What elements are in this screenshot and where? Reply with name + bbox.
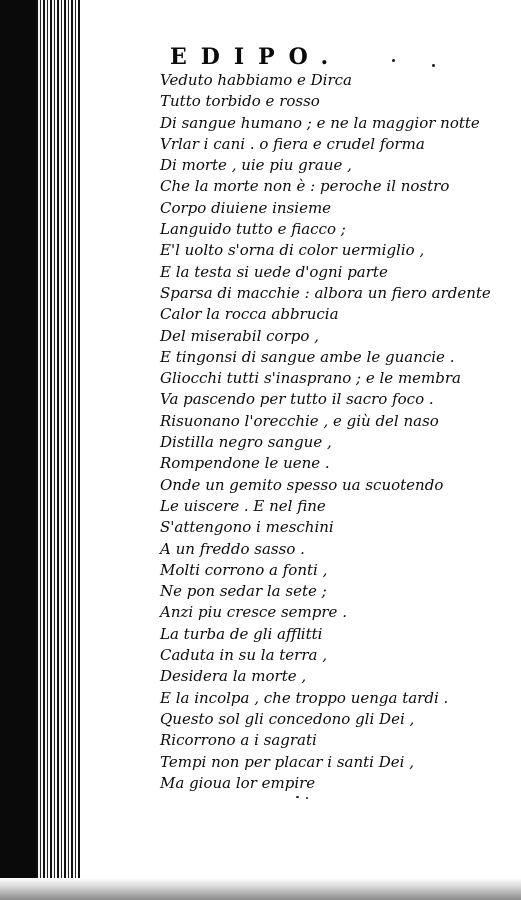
verse-line: Le uiscere . E nel fine xyxy=(160,496,326,515)
verse-line: La turba de gli afflitti xyxy=(160,624,323,643)
book-binding xyxy=(0,0,36,900)
verse-line: E la incolpa , che troppo uenga tardi . xyxy=(160,688,449,707)
page-bottom-shadow xyxy=(0,878,521,900)
verse-line: Desidera la morte , xyxy=(160,667,307,686)
verse-line: Ne pon sedar la sete ; xyxy=(160,582,327,601)
ink-speck xyxy=(306,797,308,799)
verse-line: E'l uolto s'orna di color uermiglio , xyxy=(160,241,425,260)
verse-line: Tutto torbido e rosso xyxy=(160,92,320,111)
verse-line: Molti corrono a fonti , xyxy=(160,560,328,579)
ink-speck xyxy=(296,796,299,798)
verse-line: Del miserabil corpo , xyxy=(160,326,319,345)
verse-line: Tempi non per placar i santi Dei , xyxy=(160,752,414,771)
ink-speck xyxy=(392,59,395,62)
verse-line: S'attengono i meschini xyxy=(160,518,334,537)
verse-line: Onde un gemito spesso ua scuotendo xyxy=(160,475,444,494)
page-edges xyxy=(36,0,80,900)
verse-line: Corpo diuiene insieme xyxy=(160,198,332,217)
verse-line: E tingonsi di sangue ambe le guancie . xyxy=(160,347,455,366)
verse-line: Questo sol gli concedono gli Dei , xyxy=(160,709,415,728)
verse-text xyxy=(160,70,500,794)
running-head: EDIPO. xyxy=(170,44,343,70)
verse-line: Vrlar i cani . o fiera e crudel forma xyxy=(160,134,425,153)
verse-line: Distilla negro sangue , xyxy=(160,433,332,452)
verse-line: Veduto habbiamo e Dirca xyxy=(160,71,352,89)
verse-line: Anzi piu cresce sempre . xyxy=(160,603,347,622)
verse-line: Caduta in su la terra , xyxy=(160,646,328,665)
verse-line: Ma gioua lor empire xyxy=(160,773,316,792)
ink-speck xyxy=(432,64,435,67)
verse-line: Di morte , uie piu graue , xyxy=(160,156,352,175)
verse-line: Va pascendo per tutto il sacro foco . xyxy=(160,390,434,409)
verse-line: Che la morte non è : peroche il nostro xyxy=(160,177,450,196)
verse-line: Rompendone le uene . xyxy=(160,454,330,473)
verse-line: Ricorrono a i sagrati xyxy=(160,731,317,750)
verse-line: A un freddo sasso . xyxy=(160,539,305,558)
verse-line: Languido tutto e fiacco ; xyxy=(160,220,346,239)
verse-line: Calor la rocca abbrucia xyxy=(160,305,339,324)
verse-line: Sparsa di macchie : albora un fiero ardente xyxy=(160,283,491,302)
verse-line: E la testa si uede d'ogni parte xyxy=(160,262,388,281)
verse-line: Gliocchi tutti s'inasprano ; e le membra xyxy=(160,369,461,388)
verse-line: Risuonano l'orecchie , e giù del naso xyxy=(160,411,439,430)
verse-line: Di sangue humano ; e ne la maggior notte xyxy=(160,113,480,132)
